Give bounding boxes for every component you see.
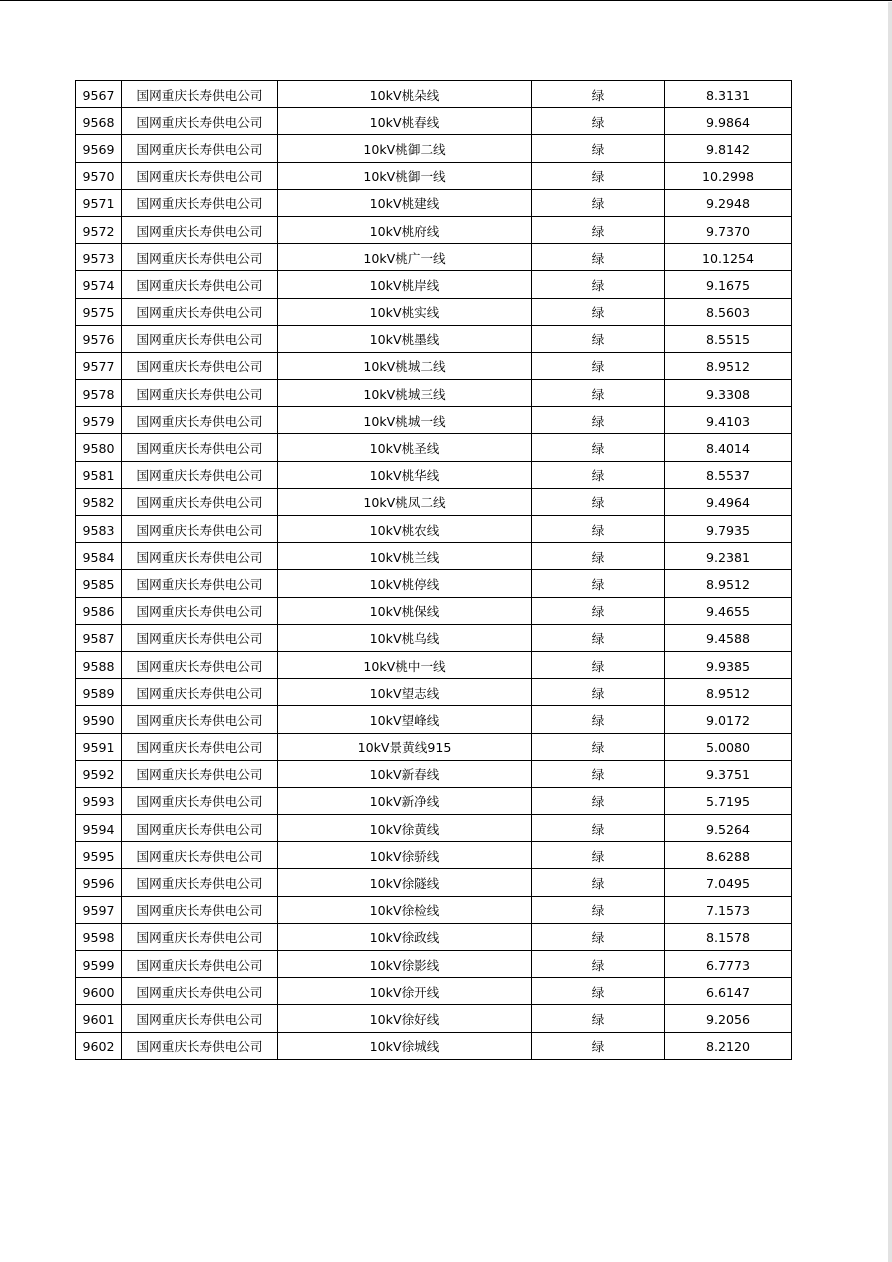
line-name-cell: 10kV徐检线 (278, 896, 532, 923)
line-name-cell: 10kV徐政线 (278, 923, 532, 950)
status-cell: 绿 (532, 108, 665, 135)
company-cell: 国网重庆长寿供电公司 (122, 869, 278, 896)
value-cell: 9.3308 (665, 380, 792, 407)
value-cell: 9.0172 (665, 706, 792, 733)
line-name-cell: 10kV望峰线 (278, 706, 532, 733)
value-cell: 9.2948 (665, 189, 792, 216)
line-name-cell: 10kV桃圣线 (278, 434, 532, 461)
line-name-cell: 10kV徐好线 (278, 1005, 532, 1032)
row-id-cell: 9598 (76, 923, 122, 950)
company-cell: 国网重庆长寿供电公司 (122, 787, 278, 814)
company-cell: 国网重庆长寿供电公司 (122, 842, 278, 869)
line-name-cell: 10kV桃建线 (278, 189, 532, 216)
line-name-cell: 10kV桃御二线 (278, 135, 532, 162)
status-cell: 绿 (532, 434, 665, 461)
value-cell: 10.1254 (665, 244, 792, 271)
company-cell: 国网重庆长寿供电公司 (122, 651, 278, 678)
company-cell: 国网重庆长寿供电公司 (122, 108, 278, 135)
table-row (76, 787, 792, 814)
table-row (76, 407, 792, 434)
table-row (76, 951, 792, 978)
table-row (76, 651, 792, 678)
value-cell: 7.0495 (665, 869, 792, 896)
row-id-cell: 9588 (76, 651, 122, 678)
company-cell: 国网重庆长寿供电公司 (122, 81, 278, 108)
row-id-cell: 9578 (76, 380, 122, 407)
line-name-cell: 10kV桃城二线 (278, 352, 532, 379)
value-cell: 6.7773 (665, 951, 792, 978)
line-name-cell: 10kV桃城一线 (278, 407, 532, 434)
value-cell: 9.1675 (665, 271, 792, 298)
row-id-cell: 9597 (76, 896, 122, 923)
table-row (76, 461, 792, 488)
status-cell: 绿 (532, 162, 665, 189)
row-id-cell: 9567 (76, 81, 122, 108)
line-name-cell: 10kV桃华线 (278, 461, 532, 488)
line-name-cell: 10kV桃城三线 (278, 380, 532, 407)
value-cell: 5.0080 (665, 733, 792, 760)
row-id-cell: 9600 (76, 978, 122, 1005)
table-row (76, 189, 792, 216)
table-body (76, 81, 792, 1060)
company-cell: 国网重庆长寿供电公司 (122, 298, 278, 325)
status-cell: 绿 (532, 461, 665, 488)
company-cell: 国网重庆长寿供电公司 (122, 624, 278, 651)
table-row (76, 434, 792, 461)
line-name-cell: 10kV桃岸线 (278, 271, 532, 298)
row-id-cell: 9590 (76, 706, 122, 733)
line-name-cell: 10kV桃春线 (278, 108, 532, 135)
status-cell: 绿 (532, 325, 665, 352)
line-name-cell: 10kV桃朵线 (278, 81, 532, 108)
value-cell: 8.5515 (665, 325, 792, 352)
status-cell: 绿 (532, 1005, 665, 1032)
row-id-cell: 9576 (76, 325, 122, 352)
row-id-cell: 9591 (76, 733, 122, 760)
row-id-cell: 9573 (76, 244, 122, 271)
company-cell: 国网重庆长寿供电公司 (122, 461, 278, 488)
status-cell: 绿 (532, 298, 665, 325)
row-id-cell: 9577 (76, 352, 122, 379)
value-cell: 9.9864 (665, 108, 792, 135)
status-cell: 绿 (532, 570, 665, 597)
status-cell: 绿 (532, 1032, 665, 1059)
company-cell: 国网重庆长寿供电公司 (122, 1005, 278, 1032)
company-cell: 国网重庆长寿供电公司 (122, 380, 278, 407)
line-name-cell: 10kV新净线 (278, 787, 532, 814)
value-cell: 9.7370 (665, 216, 792, 243)
line-name-cell: 10kV徐影线 (278, 951, 532, 978)
line-name-cell: 10kV桃实线 (278, 298, 532, 325)
company-cell: 国网重庆长寿供电公司 (122, 978, 278, 1005)
company-cell: 国网重庆长寿供电公司 (122, 325, 278, 352)
company-cell: 国网重庆长寿供电公司 (122, 951, 278, 978)
status-cell: 绿 (532, 978, 665, 1005)
value-cell: 8.9512 (665, 352, 792, 379)
table-row (76, 815, 792, 842)
status-cell: 绿 (532, 760, 665, 787)
company-cell: 国网重庆长寿供电公司 (122, 244, 278, 271)
table-row (76, 869, 792, 896)
line-name-cell: 10kV桃兰线 (278, 543, 532, 570)
table-row (76, 271, 792, 298)
status-cell: 绿 (532, 706, 665, 733)
row-id-cell: 9596 (76, 869, 122, 896)
company-cell: 国网重庆长寿供电公司 (122, 434, 278, 461)
row-id-cell: 9583 (76, 516, 122, 543)
company-cell: 国网重庆长寿供电公司 (122, 896, 278, 923)
table-row (76, 978, 792, 1005)
company-cell: 国网重庆长寿供电公司 (122, 162, 278, 189)
status-cell: 绿 (532, 651, 665, 678)
table-row (76, 352, 792, 379)
row-id-cell: 9585 (76, 570, 122, 597)
line-name-cell: 10kV新春线 (278, 760, 532, 787)
value-cell: 8.5603 (665, 298, 792, 325)
row-id-cell: 9572 (76, 216, 122, 243)
status-cell: 绿 (532, 488, 665, 515)
value-cell: 9.4588 (665, 624, 792, 651)
table-row (76, 135, 792, 162)
company-cell: 国网重庆长寿供电公司 (122, 216, 278, 243)
company-cell: 国网重庆长寿供电公司 (122, 516, 278, 543)
table-row (76, 760, 792, 787)
table-row (76, 488, 792, 515)
company-cell: 国网重庆长寿供电公司 (122, 597, 278, 624)
table-row (76, 570, 792, 597)
row-id-cell: 9594 (76, 815, 122, 842)
line-name-cell: 10kV徐骄线 (278, 842, 532, 869)
status-cell: 绿 (532, 842, 665, 869)
row-id-cell: 9593 (76, 787, 122, 814)
table-row (76, 733, 792, 760)
row-id-cell: 9582 (76, 488, 122, 515)
status-cell: 绿 (532, 815, 665, 842)
value-cell: 9.3751 (665, 760, 792, 787)
line-name-cell: 10kV桃府线 (278, 216, 532, 243)
value-cell: 9.8142 (665, 135, 792, 162)
value-cell: 8.4014 (665, 434, 792, 461)
company-cell: 国网重庆长寿供电公司 (122, 488, 278, 515)
status-cell: 绿 (532, 271, 665, 298)
line-name-cell: 10kV徐黄线 (278, 815, 532, 842)
table-row (76, 1005, 792, 1032)
value-cell: 9.9385 (665, 651, 792, 678)
line-name-cell: 10kV望志线 (278, 679, 532, 706)
value-cell: 7.1573 (665, 896, 792, 923)
company-cell: 国网重庆长寿供电公司 (122, 923, 278, 950)
line-name-cell: 10kV桃凤二线 (278, 488, 532, 515)
status-cell: 绿 (532, 597, 665, 624)
row-id-cell: 9601 (76, 1005, 122, 1032)
row-id-cell: 9569 (76, 135, 122, 162)
line-name-cell: 10kV桃御一线 (278, 162, 532, 189)
table-row (76, 108, 792, 135)
table-row (76, 325, 792, 352)
row-id-cell: 9589 (76, 679, 122, 706)
company-cell: 国网重庆长寿供电公司 (122, 135, 278, 162)
table-row (76, 896, 792, 923)
company-cell: 国网重庆长寿供电公司 (122, 189, 278, 216)
company-cell: 国网重庆长寿供电公司 (122, 570, 278, 597)
line-name-cell: 10kV桃乌线 (278, 624, 532, 651)
table-row (76, 516, 792, 543)
line-name-cell: 10kV徐开线 (278, 978, 532, 1005)
line-name-cell: 10kV桃停线 (278, 570, 532, 597)
status-cell: 绿 (532, 352, 665, 379)
status-cell: 绿 (532, 135, 665, 162)
status-cell: 绿 (532, 896, 665, 923)
page-right-edge (888, 2, 892, 1262)
table-row (76, 216, 792, 243)
table-row (76, 244, 792, 271)
row-id-cell: 9574 (76, 271, 122, 298)
company-cell: 国网重庆长寿供电公司 (122, 1032, 278, 1059)
table-row (76, 679, 792, 706)
table-row (76, 298, 792, 325)
line-name-cell: 10kV桃中一线 (278, 651, 532, 678)
row-id-cell: 9602 (76, 1032, 122, 1059)
status-cell: 绿 (532, 216, 665, 243)
table-row (76, 543, 792, 570)
status-cell: 绿 (532, 189, 665, 216)
table-row (76, 597, 792, 624)
value-cell: 5.7195 (665, 787, 792, 814)
company-cell: 国网重庆长寿供电公司 (122, 760, 278, 787)
value-cell: 8.9512 (665, 679, 792, 706)
value-cell: 9.7935 (665, 516, 792, 543)
table-row (76, 1032, 792, 1059)
value-cell: 8.5537 (665, 461, 792, 488)
status-cell: 绿 (532, 951, 665, 978)
table-row (76, 923, 792, 950)
status-cell: 绿 (532, 244, 665, 271)
data-table (75, 80, 792, 1060)
value-cell: 10.2998 (665, 162, 792, 189)
value-cell: 9.4103 (665, 407, 792, 434)
row-id-cell: 9580 (76, 434, 122, 461)
row-id-cell: 9584 (76, 543, 122, 570)
row-id-cell: 9587 (76, 624, 122, 651)
row-id-cell: 9570 (76, 162, 122, 189)
company-cell: 国网重庆长寿供电公司 (122, 815, 278, 842)
line-name-cell: 10kV景黄线915 (278, 733, 532, 760)
value-cell: 9.5264 (665, 815, 792, 842)
line-name-cell: 10kV桃墨线 (278, 325, 532, 352)
company-cell: 国网重庆长寿供电公司 (122, 352, 278, 379)
value-cell: 9.4964 (665, 488, 792, 515)
table-row (76, 162, 792, 189)
row-id-cell: 9571 (76, 189, 122, 216)
company-cell: 国网重庆长寿供电公司 (122, 706, 278, 733)
page-top-border (0, 0, 892, 1)
line-name-cell: 10kV桃保线 (278, 597, 532, 624)
value-cell: 8.3131 (665, 81, 792, 108)
status-cell: 绿 (532, 516, 665, 543)
status-cell: 绿 (532, 380, 665, 407)
value-cell: 6.6147 (665, 978, 792, 1005)
status-cell: 绿 (532, 787, 665, 814)
value-cell: 9.4655 (665, 597, 792, 624)
row-id-cell: 9592 (76, 760, 122, 787)
company-cell: 国网重庆长寿供电公司 (122, 679, 278, 706)
status-cell: 绿 (532, 923, 665, 950)
company-cell: 国网重庆长寿供电公司 (122, 407, 278, 434)
status-cell: 绿 (532, 81, 665, 108)
row-id-cell: 9586 (76, 597, 122, 624)
row-id-cell: 9599 (76, 951, 122, 978)
company-cell: 国网重庆长寿供电公司 (122, 733, 278, 760)
row-id-cell: 9581 (76, 461, 122, 488)
status-cell: 绿 (532, 543, 665, 570)
table-row (76, 706, 792, 733)
row-id-cell: 9595 (76, 842, 122, 869)
value-cell: 8.6288 (665, 842, 792, 869)
company-cell: 国网重庆长寿供电公司 (122, 543, 278, 570)
status-cell: 绿 (532, 733, 665, 760)
row-id-cell: 9575 (76, 298, 122, 325)
row-id-cell: 9568 (76, 108, 122, 135)
status-cell: 绿 (532, 624, 665, 651)
line-name-cell: 10kV徐隧线 (278, 869, 532, 896)
line-name-cell: 10kV桃农线 (278, 516, 532, 543)
line-name-cell: 10kV桃广一线 (278, 244, 532, 271)
status-cell: 绿 (532, 407, 665, 434)
value-cell: 8.1578 (665, 923, 792, 950)
value-cell: 9.2056 (665, 1005, 792, 1032)
table-row (76, 380, 792, 407)
table-row (76, 624, 792, 651)
line-name-cell: 10kV徐城线 (278, 1032, 532, 1059)
company-cell: 国网重庆长寿供电公司 (122, 271, 278, 298)
value-cell: 8.9512 (665, 570, 792, 597)
value-cell: 8.2120 (665, 1032, 792, 1059)
value-cell: 9.2381 (665, 543, 792, 570)
table-row (76, 842, 792, 869)
table-row (76, 81, 792, 108)
row-id-cell: 9579 (76, 407, 122, 434)
status-cell: 绿 (532, 869, 665, 896)
status-cell: 绿 (532, 679, 665, 706)
